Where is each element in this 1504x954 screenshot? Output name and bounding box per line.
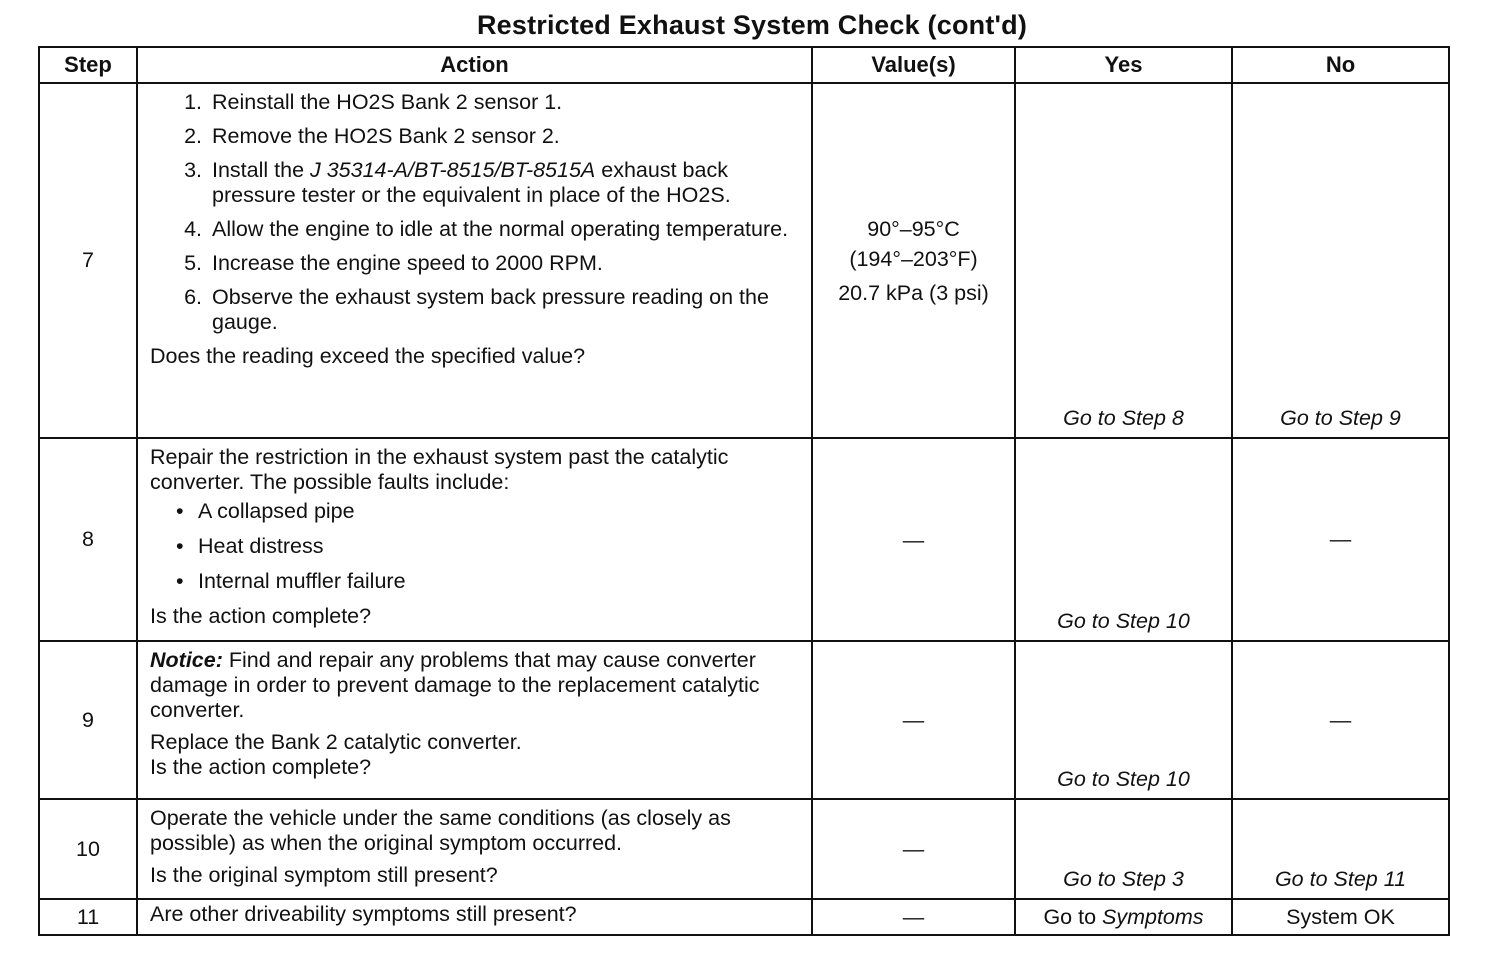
table-row (39, 641, 1449, 799)
action-cell (137, 83, 812, 438)
list-item-text: Install the (212, 158, 310, 182)
header-action: Action (137, 47, 812, 83)
yes-cell: Go to Step 10 (1015, 641, 1232, 799)
step-number: 9 (39, 641, 137, 799)
step-number: 10 (39, 799, 137, 899)
action-cell (137, 799, 812, 899)
no-cell: — (1232, 641, 1449, 799)
notice-paragraph (150, 648, 803, 723)
symptoms-reference: Symptoms (1102, 904, 1204, 929)
value-cell: — (812, 799, 1015, 899)
step-number: 8 (39, 438, 137, 641)
list-item (208, 158, 803, 208)
action-cell (137, 641, 812, 799)
list-item-text: exhaust back pressure tester or the equivalent in place of the HO2S. (212, 158, 731, 207)
table-row (39, 899, 1449, 935)
value-cell: — (812, 641, 1015, 799)
value-temp-f: (194°–203°F) (849, 246, 978, 271)
table-row (39, 83, 1449, 438)
no-cell: Go to Step 11 (1232, 799, 1449, 899)
notice-text: Find and repair any problems that may cause converter damage in order to prevent damage to the replacement catalytic converter. (150, 648, 760, 722)
action-cell (137, 438, 812, 641)
value-cell: — (812, 899, 1015, 935)
action-steps-list (150, 90, 803, 335)
header-step: Step (39, 47, 137, 83)
fault-list (150, 499, 803, 594)
table-row (39, 438, 1449, 641)
header-no: No (1232, 47, 1449, 83)
yes-cell (1015, 899, 1232, 935)
action-cell (137, 899, 812, 935)
list-item: 2. Remove the HO2S Bank 2 sensor 2. (208, 124, 803, 149)
yes-cell: Go to Step 10 (1015, 438, 1232, 641)
table-row (39, 799, 1449, 899)
value-cell: — (812, 438, 1015, 641)
yes-cell: Go to Step 3 (1015, 799, 1232, 899)
question-text: Is the original symptom still present? (150, 863, 498, 887)
action-text: Replace the Bank 2 catalytic converter. (150, 730, 522, 754)
no-cell: Go to Step 9 (1232, 83, 1449, 438)
value-pressure: 20.7 kPa (3 psi) (838, 280, 989, 305)
yes-cell: Go to Step 8 (1015, 83, 1232, 438)
question-text: Is the action complete? (150, 755, 372, 779)
list-item: 4. Allow the engine to idle at the normal operating temperature. (208, 217, 803, 242)
list-item: 5. Increase the engine speed to 2000 RPM. (208, 251, 803, 276)
list-item: 1. Reinstall the HO2S Bank 2 sensor 1. (208, 90, 803, 115)
no-cell: System OK (1232, 899, 1449, 935)
diagnostic-table (38, 46, 1450, 936)
action-intro: Operate the vehicle under the same conditions (as closely as possible) as when the original symptom occurred. (150, 806, 731, 855)
value-cell (812, 83, 1015, 438)
question-text: Are other driveability symptoms still present? (150, 902, 577, 926)
notice-label: Notice: (150, 648, 223, 672)
question-text: Does the reading exceed the specified value? (150, 344, 586, 368)
value-temp-c: 90°–95°C (867, 216, 960, 241)
table-header-row (39, 47, 1449, 83)
list-item: 6. Observe the exhaust system back pressure reading on the gauge. (208, 285, 803, 335)
header-values: Value(s) (812, 47, 1015, 83)
step-number: 7 (39, 83, 137, 438)
tool-number: J 35314-A/BT-8515/BT-8515A (310, 158, 596, 182)
yes-text: Go to (1043, 904, 1102, 929)
no-cell: — (1232, 438, 1449, 641)
list-item: • A collapsed pipe (198, 499, 803, 524)
header-yes: Yes (1015, 47, 1232, 83)
page-title: Restricted Exhaust System Check (cont'd) (476, 10, 1028, 40)
question-text: Is the action complete? (150, 604, 372, 628)
step-number: 11 (39, 899, 137, 935)
list-item: • Internal muffler failure (198, 569, 803, 594)
list-item: • Heat distress (198, 534, 803, 559)
action-intro: Repair the restriction in the exhaust system past the catalytic converter. The possible faults include: (150, 445, 729, 494)
